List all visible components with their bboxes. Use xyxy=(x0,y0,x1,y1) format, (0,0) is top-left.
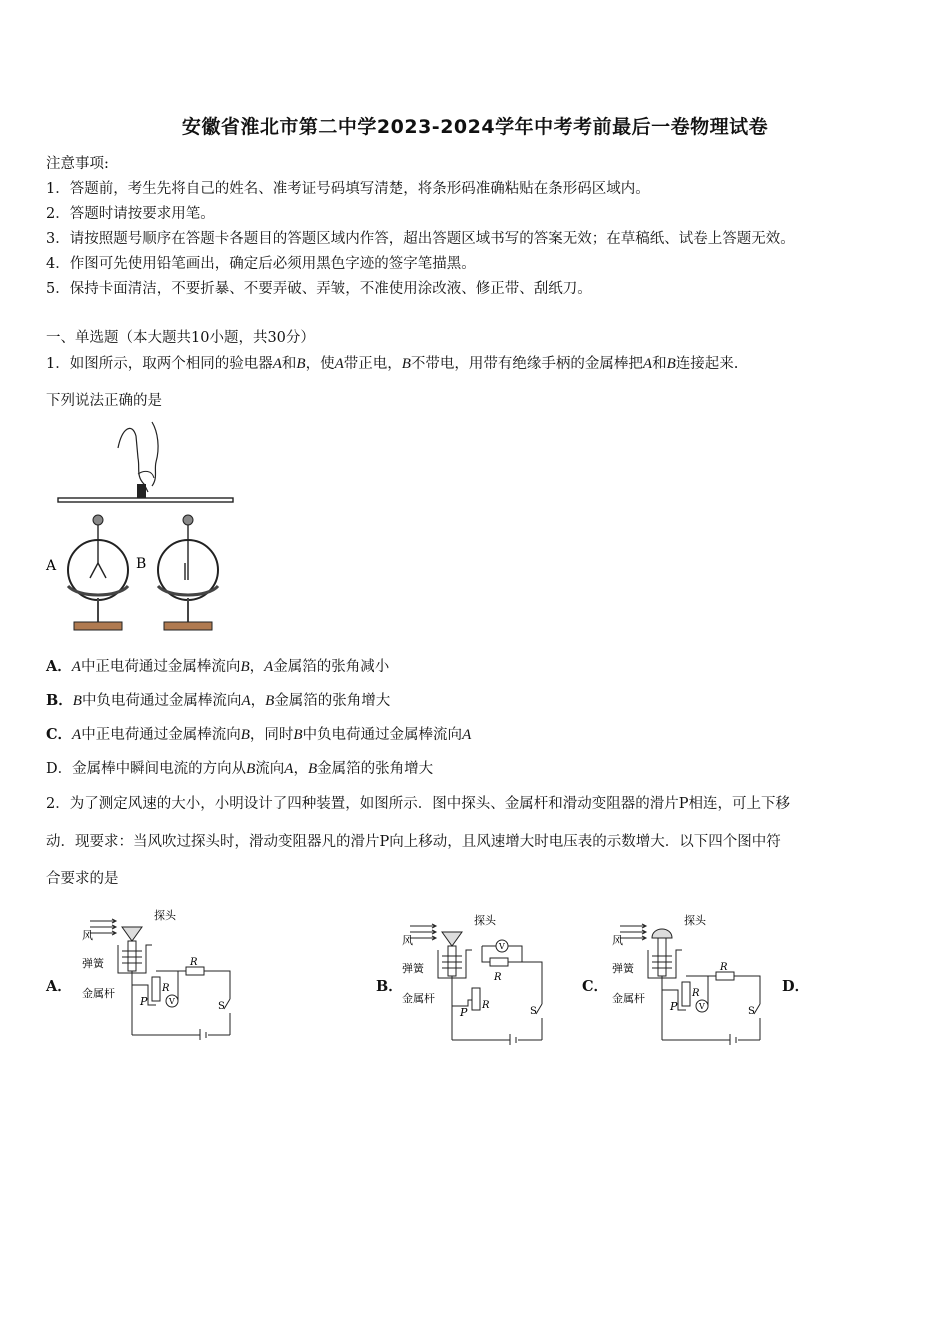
svg-text:弹簧: 弹簧 xyxy=(402,962,424,975)
svg-text:P: P xyxy=(460,1006,468,1019)
notice-item-1: 1．答题前，考生先将自己的姓名、准考证号码填写清楚，将条形码准确粘贴在条形码区域内。 xyxy=(46,181,650,197)
svg-text:P: P xyxy=(670,1000,678,1013)
svg-text:金属杆: 金属杆 xyxy=(612,992,645,1005)
svg-text:R: R xyxy=(190,957,198,968)
q2-option-d-label: D． xyxy=(782,978,810,995)
svg-text:R: R xyxy=(692,988,700,999)
svg-text:V: V xyxy=(699,1002,705,1011)
electroscope-figure xyxy=(40,418,240,638)
svg-text:S: S xyxy=(218,1001,225,1012)
fig-label-b: B xyxy=(136,556,147,572)
svg-text:R: R xyxy=(720,962,728,973)
circuit-figure-b xyxy=(402,910,562,1045)
section-heading: 一、单选题（本大题共10小题，共30分） xyxy=(46,330,315,346)
fig-label-a: A xyxy=(46,558,57,574)
notice-item-2: 2．答题时请按要求用笔。 xyxy=(46,206,215,222)
svg-text:R: R xyxy=(162,983,170,994)
svg-text:S: S xyxy=(748,1006,755,1017)
svg-text:V: V xyxy=(499,942,505,951)
svg-text:风: 风 xyxy=(402,934,413,947)
svg-text:弹簧: 弹簧 xyxy=(82,957,104,970)
page-title: 安徽省淮北市第二中学2023-2024学年中考考前最后一卷物理试卷 xyxy=(181,116,769,138)
q1-option-a: A．A中正电荷通过金属棒流向B，A金属箔的张角减小 xyxy=(46,658,390,675)
q2-option-a-label: A． xyxy=(46,978,72,995)
q1-stem-2: 下列说法正确的是 xyxy=(46,393,162,409)
notice-item-3: 3．请按照题号顺序在答题卡各题目的答题区域内作答，超出答题区域书写的答案无效；在草稿纸、试卷上答题无效。 xyxy=(46,231,795,247)
q1-option-d: D．金属棒中瞬间电流的方向从B流向A，B金属箔的张角增大 xyxy=(46,761,434,777)
svg-text:S: S xyxy=(530,1006,537,1017)
notice-item-5: 5．保持卡面清洁，不要折暴、不要弄破、弄皱，不准使用涂改液、修正带、刮纸刀。 xyxy=(46,281,592,297)
notice-item-4: 4．作图可先使用铅笔画出，确定后必须用黑色字迹的签字笔描黑。 xyxy=(46,256,476,272)
svg-text:探头: 探头 xyxy=(684,914,706,927)
notice-heading: 注意事项: xyxy=(46,156,109,172)
q2-option-b-label: B． xyxy=(376,978,403,995)
q1-stem: 1．如图所示，取两个相同的验电器A和B，使A带正电，B不带电，用带有绝缘手柄的金属棒把A和B连接起来. xyxy=(46,356,739,372)
svg-text:金属杆: 金属杆 xyxy=(402,992,435,1005)
circuit-figure-a xyxy=(82,905,242,1040)
q1-option-c: C．A中正电荷通过金属棒流向B，同时B中负电荷通过金属棒流向A xyxy=(46,726,472,743)
svg-text:P: P xyxy=(140,995,148,1008)
svg-text:探头: 探头 xyxy=(474,914,496,927)
q2-stem-3: 合要求的是 xyxy=(46,871,119,887)
svg-text:弹簧: 弹簧 xyxy=(612,962,634,975)
q2-option-c-label: C． xyxy=(582,978,609,995)
svg-text:V: V xyxy=(169,997,175,1006)
svg-text:R: R xyxy=(494,972,502,983)
q2-stem-1: 2．为了测定风速的大小，小明设计了四种装置，如图所示．图中探头、金属杆和滑动变阻器的滑片P相连，可上下移 xyxy=(46,796,790,812)
svg-text:R: R xyxy=(482,1000,490,1011)
svg-text:风: 风 xyxy=(82,929,93,942)
circuit-figure-c xyxy=(612,910,772,1045)
q1-option-b: B．B中负电荷通过金属棒流向A，B金属箔的张角增大 xyxy=(46,692,391,709)
svg-text:金属杆: 金属杆 xyxy=(82,987,115,1000)
svg-text:风: 风 xyxy=(612,934,623,947)
svg-text:探头: 探头 xyxy=(154,909,176,922)
q2-stem-2: 动．现要求：当风吹过探头时，滑动变阻器凡的滑片P向上移动，且风速增大时电压表的示数增大．以下四个图中符 xyxy=(46,834,781,850)
